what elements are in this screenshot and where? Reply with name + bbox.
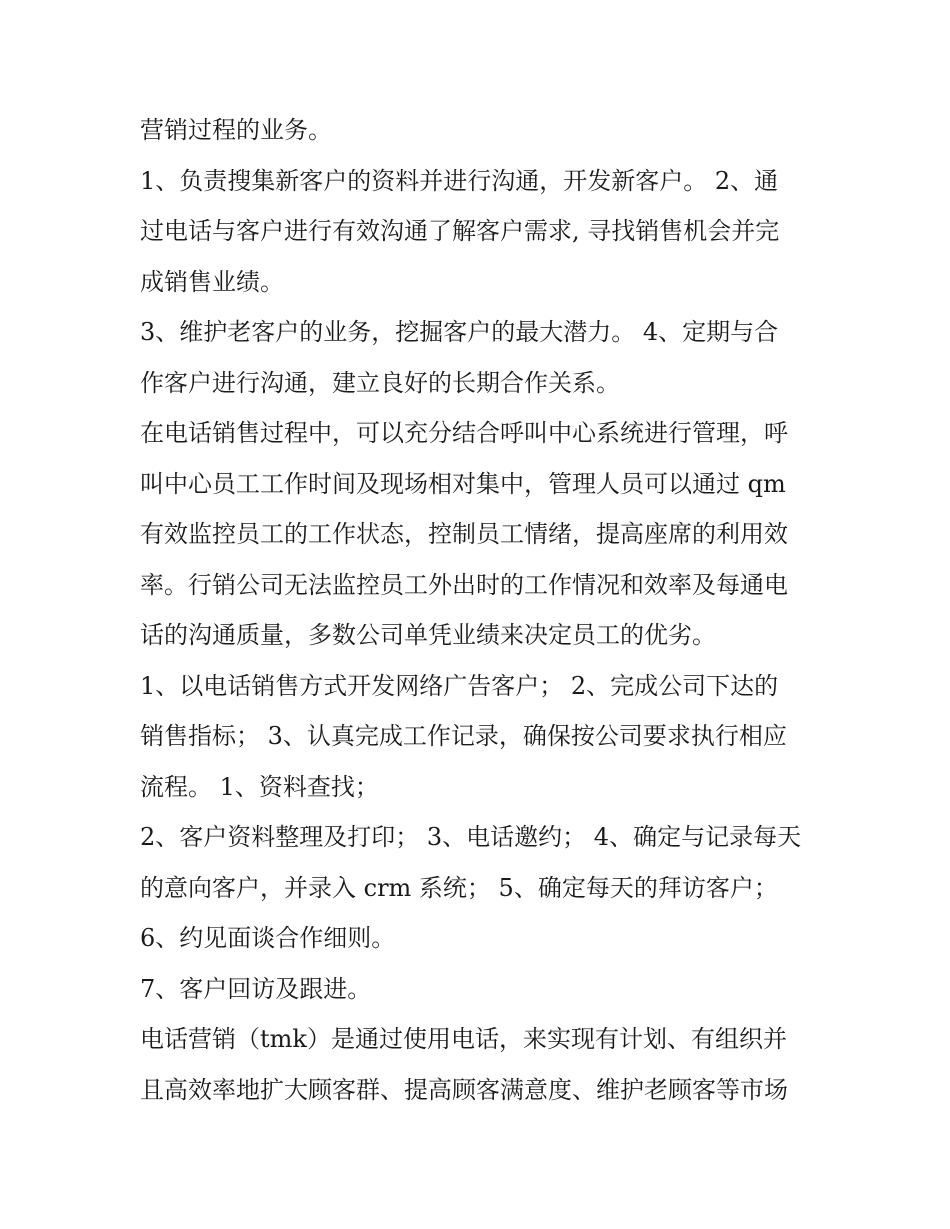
text-line: 率。行销公司无法监控员工外出时的工作情况和效率及每通电 bbox=[140, 571, 788, 599]
text-line: 且高效率地扩大顾客群、提高顾客满意度、维护老顾客等市场 bbox=[140, 1076, 788, 1104]
text-line: 电话营销（tmk）是通过使用电话，来实现有计划、有组织并 bbox=[140, 1025, 787, 1053]
text-line: 成销售业绩。 bbox=[140, 268, 284, 296]
text-line: 有效监控员工的工作状态，控制员工情绪，提高座席的利用效 bbox=[140, 520, 788, 548]
text-line: 的意向客户，并录入 crm 系统； 5、确定每天的拜访客户； bbox=[140, 874, 778, 902]
text-line: 7、客户回访及跟进。 bbox=[140, 975, 372, 1003]
text-line: 叫中心员工工作时间及现场相对集中，管理人员可以通过 qm bbox=[140, 470, 786, 498]
text-line: 流程。 1、资料查找； bbox=[140, 773, 379, 801]
text-line: 6、约见面谈合作细则。 bbox=[140, 924, 396, 952]
text-line: 话的沟通质量，多数公司单凭业绩来决定员工的优劣。 bbox=[140, 621, 716, 649]
text-line: 1、负责搜集新客户的资料并进行沟通，开发新客户。 2、通 bbox=[140, 167, 779, 195]
text-line: 3、维护老客户的业务，挖掘客户的最大潜力。 4、定期与合 bbox=[140, 318, 779, 346]
text-line: 过电话与客户进行有效沟通了解客户需求, 寻找销售机会并完 bbox=[140, 217, 780, 245]
text-line: 2、客户资料整理及打印； 3、电话邀约； 4、确定与记录每天 bbox=[140, 823, 802, 851]
text-line: 在电话销售过程中，可以充分结合呼叫中心系统进行管理，呼 bbox=[140, 419, 788, 447]
text-line: 销售指标； 3、认真完成工作记录，确保按公司要求执行相应 bbox=[140, 722, 787, 750]
text-line: 作客户进行沟通，建立良好的长期合作关系。 bbox=[140, 369, 620, 397]
text-line: 1、以电话销售方式开发网络广告客户； 2、完成公司下达的 bbox=[140, 672, 779, 700]
text-line: 营销过程的业务。 bbox=[140, 116, 332, 144]
